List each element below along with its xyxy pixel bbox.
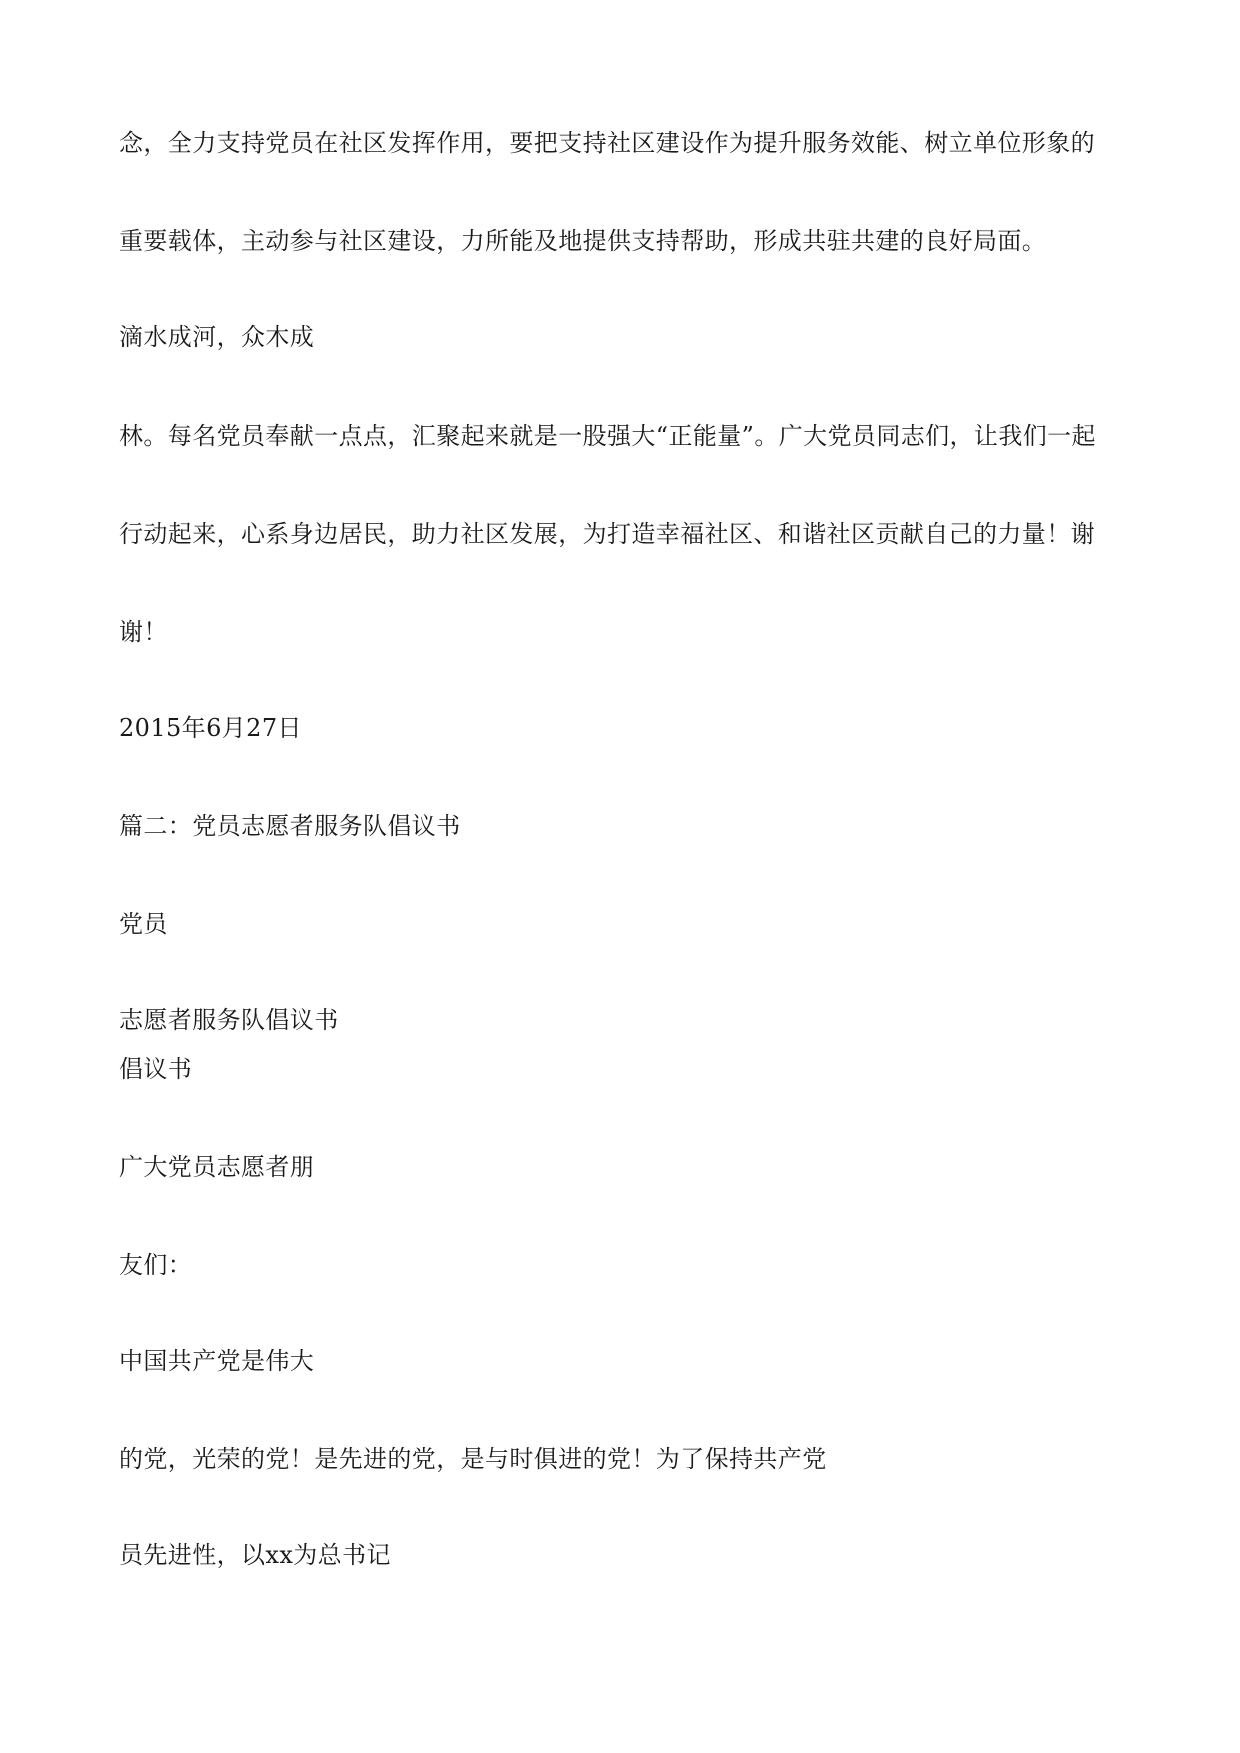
paragraph-line-5: 行动起来，心系身边居民，助力社区发展，为打造幸福社区、和谐社区贡献自己的力量！谢 [119,520,1095,548]
heading-line-3: 倡议书 [119,1055,193,1083]
body-line-1: 中国共产党是伟大 [119,1347,315,1375]
date-line: 2015年6月27日 [119,714,302,742]
section-title-line: 篇二：党员志愿者服务队倡议书 [119,812,461,840]
body-line-2: 的党，光荣的党！是先进的党，是与时俱进的党！为了保持共产党 [119,1445,827,1473]
paragraph-line-3: 滴水成河，众木成 [119,323,315,351]
heading-line-2: 志愿者服务队倡议书 [119,1006,339,1034]
paragraph-line-2: 重要载体，主动参与社区建设，力所能及地提供支持帮助，形成共驻共建的良好局面。 [119,227,1047,255]
salutation-line-1: 广大党员志愿者朋 [119,1153,315,1181]
body-line-3: 员先进性，以xx为总书记 [119,1541,391,1569]
salutation-line-2: 友们： [119,1251,193,1279]
paragraph-line-1: 念，全力支持党员在社区发挥作用，要把支持社区建设作为提升服务效能、树立单位形象的 [119,129,1095,157]
paragraph-line-6: 谢！ [119,618,168,646]
heading-line-1: 党员 [119,910,168,938]
paragraph-line-4: 林。每名党员奉献一点点，汇聚起来就是一股强大“正能量”。广大党员同志们，让我们一起 [119,422,1096,450]
